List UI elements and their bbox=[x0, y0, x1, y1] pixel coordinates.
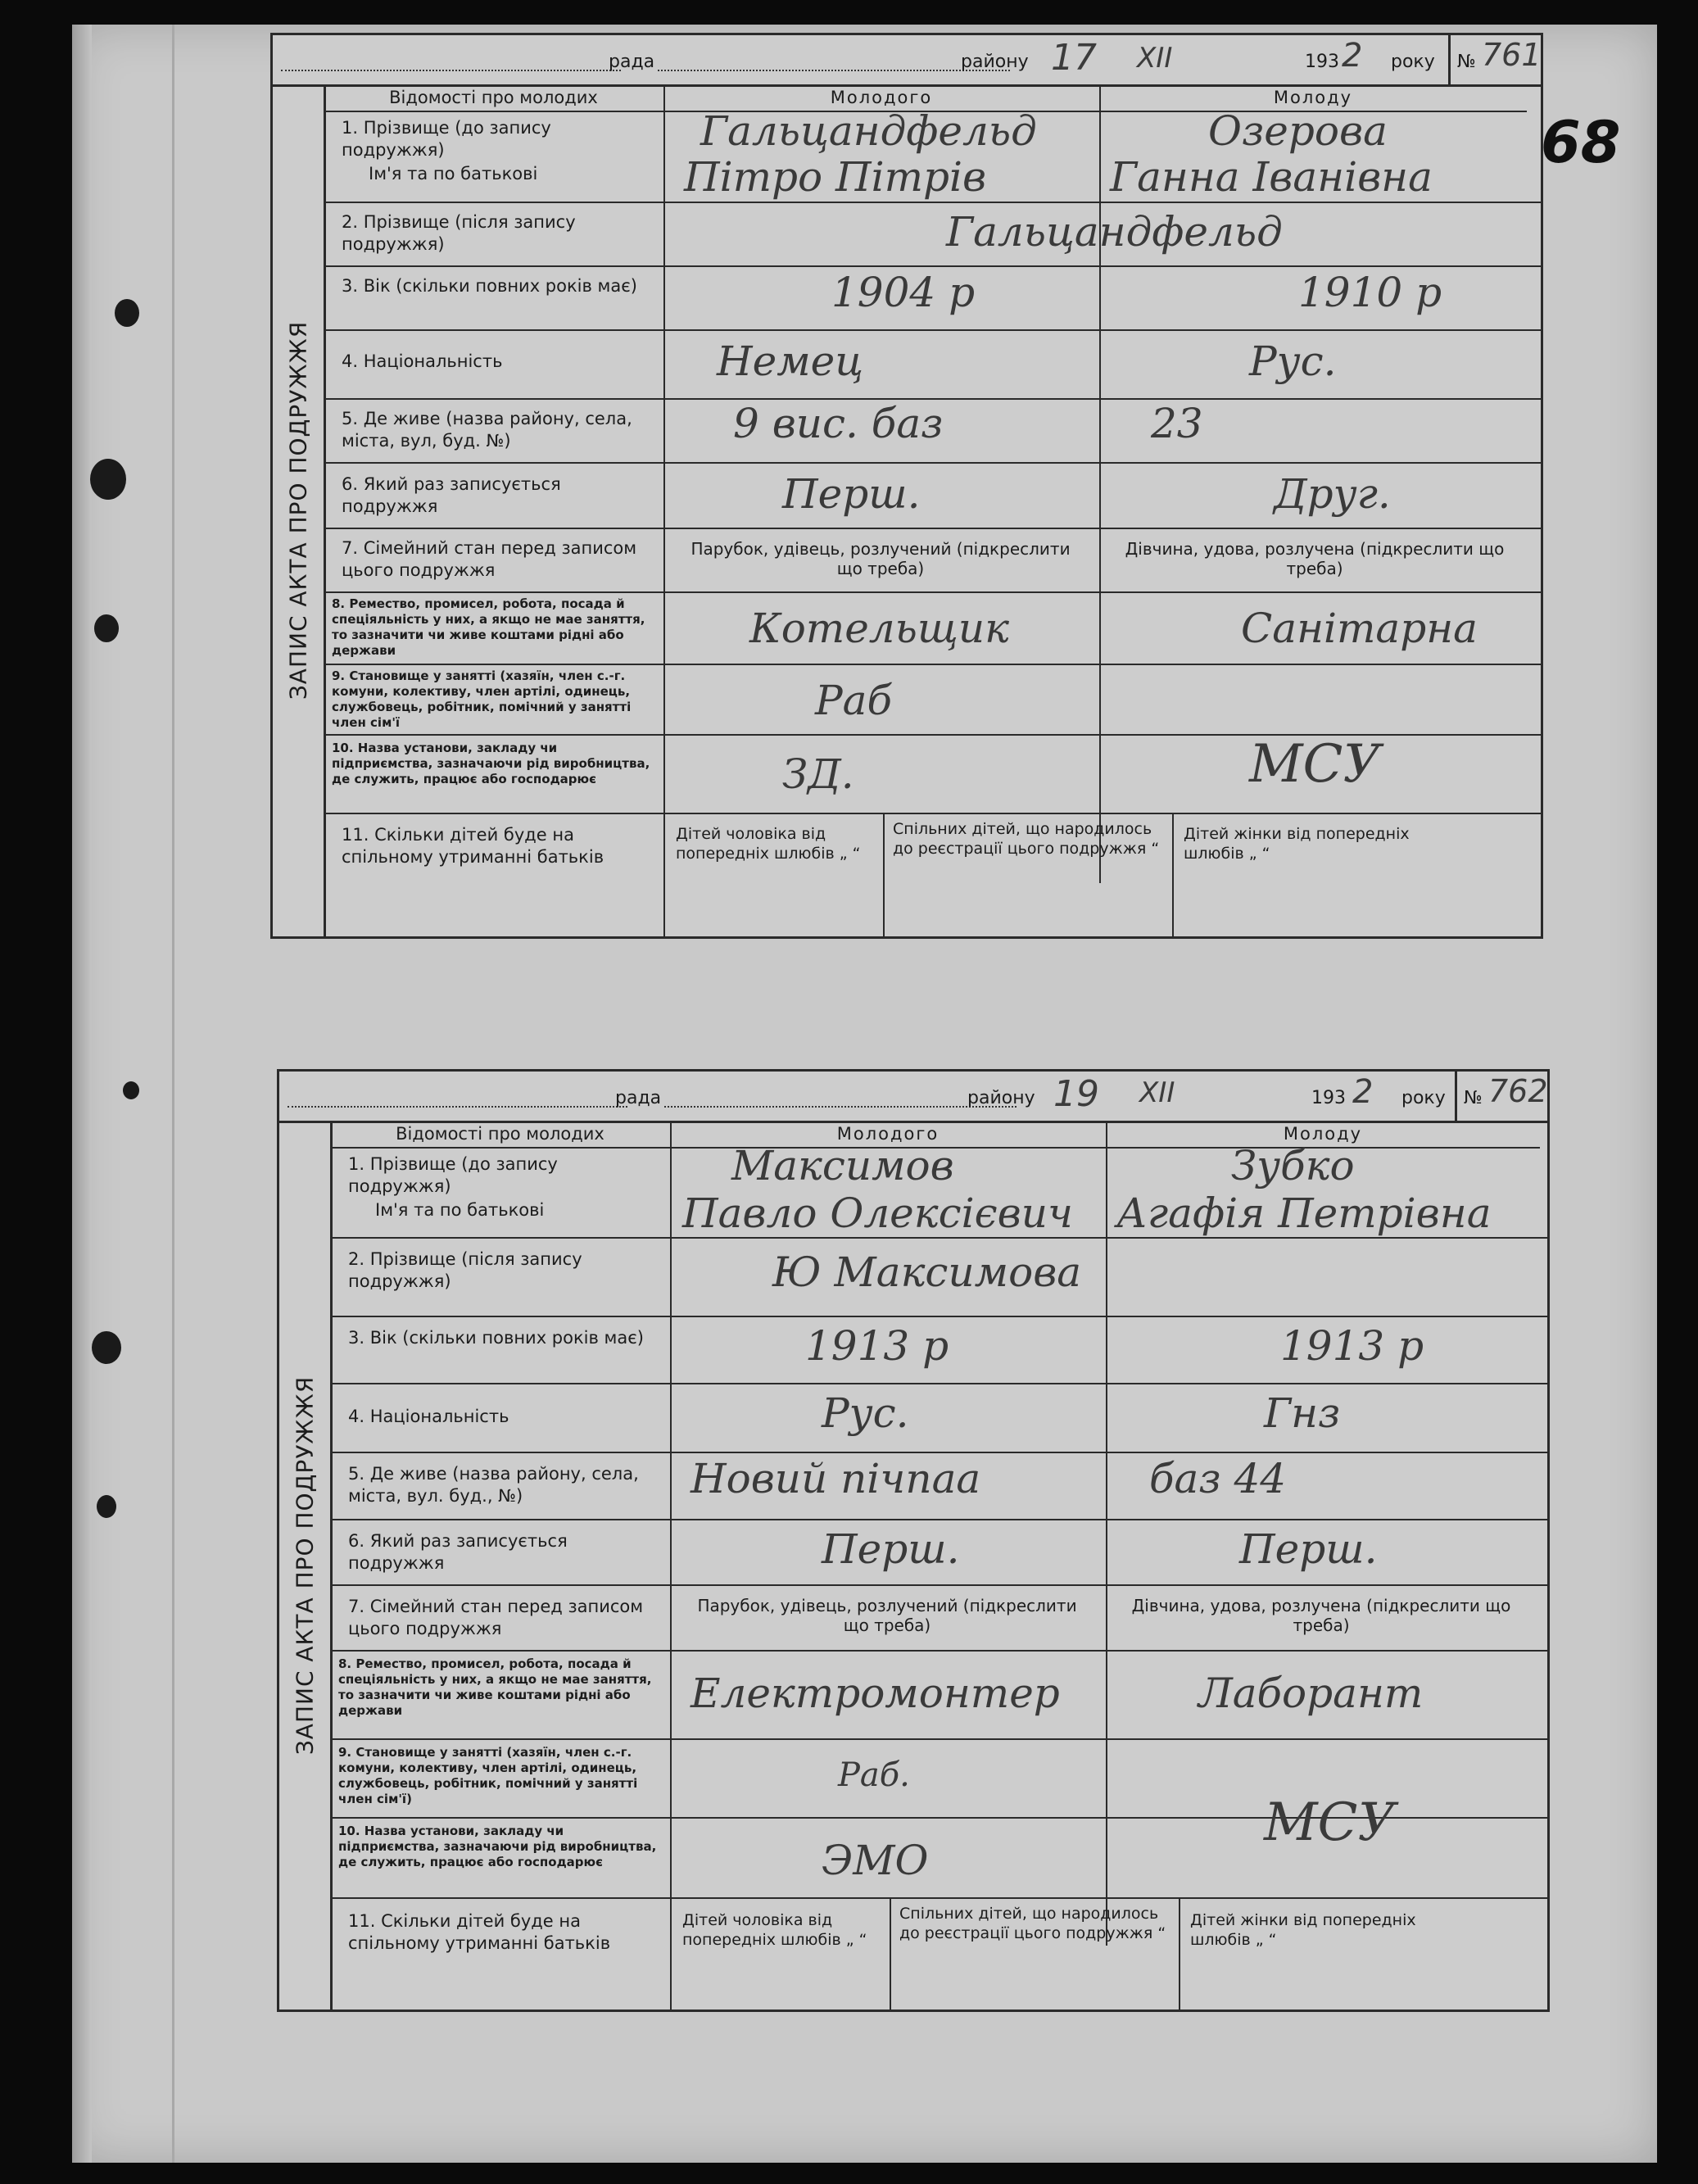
question-10: 10. Назва установи, закладу чи підприємства, зазначаючи рід виробництва, де служить, працює або господарює bbox=[338, 1824, 657, 1869]
groom-residence: Новий пічпаа bbox=[691, 1455, 981, 1502]
col-head-bride: Молоду bbox=[1099, 84, 1527, 112]
row-marital-status bbox=[330, 1584, 1547, 1652]
groom-times: Перш. bbox=[822, 1525, 960, 1573]
children-groom-prior: Дітей чоловіка від попередніх шлюбів „ “ bbox=[682, 1911, 867, 1949]
record-header bbox=[273, 35, 1541, 87]
side-title: ЗАПИС АКТА ПРО ПОДРУЖЖЯ bbox=[284, 320, 312, 700]
groom-position: Раб. bbox=[838, 1756, 910, 1794]
date-month: XII bbox=[1137, 42, 1173, 75]
bride-name: Агафія Петрівна bbox=[1116, 1189, 1492, 1237]
column-divider bbox=[890, 1897, 891, 2010]
year-prefix: 193 bbox=[1311, 1088, 1346, 1108]
punch-hole bbox=[92, 1331, 121, 1364]
question-6: 6. Який раз записується подружжя bbox=[348, 1531, 568, 1573]
side-title: ЗАПИС АКТА ПРО ПОДРУЖЖЯ bbox=[291, 1375, 319, 1755]
year-digit: 2 bbox=[1342, 37, 1363, 75]
record-number-box bbox=[1455, 1072, 1547, 1121]
bride-residence: баз 44 bbox=[1149, 1455, 1287, 1502]
question-11: 11. Скільки дітей буде на спільному утриманні батьків bbox=[348, 1911, 611, 1953]
punch-hole bbox=[90, 459, 126, 500]
question-2: 2. Прізвище (після запису подружжя) bbox=[342, 212, 576, 254]
column-divider bbox=[883, 813, 885, 936]
question-7: 7. Сімейний стан перед записом цього подружжя bbox=[342, 538, 637, 580]
question-8: 8. Ремество, промисел, робота, посада й спеціяльність у них, а якщо не мае заняття, то зазначити чи живе коштами рідні або держави bbox=[332, 596, 645, 658]
year-prefix: 193 bbox=[1305, 52, 1339, 72]
question-5: 5. Де живе (назва району, села, міста, вул, буд. №) bbox=[342, 409, 632, 451]
children-common: Спільних дітей, що народилось до реєстрації цього подружжя “ bbox=[893, 820, 1160, 858]
bride-status-options: Дівчина, удова, розлучена (підкреслити що треба) bbox=[1125, 539, 1505, 578]
record-number-box bbox=[1448, 35, 1541, 84]
bride-status-options: Дівчина, удова, розлучена (підкреслити що треба) bbox=[1131, 1596, 1511, 1635]
row-age bbox=[324, 265, 1541, 331]
question-1: 1. Прізвище (до запису подружжя) bbox=[348, 1154, 558, 1196]
row-institution bbox=[330, 1792, 1547, 1899]
number-label: № bbox=[1457, 52, 1476, 72]
groom-nationality: Немец bbox=[717, 338, 864, 385]
bride-nationality: Гнз bbox=[1264, 1389, 1341, 1437]
row-surname bbox=[324, 107, 1541, 203]
children-bride-prior: Дітей жінки від попередніх шлюбів „ “ bbox=[1184, 825, 1410, 863]
bride-times: Друг. bbox=[1274, 470, 1391, 518]
groom-nationality: Рус. bbox=[822, 1389, 909, 1437]
row-nationality bbox=[330, 1383, 1547, 1453]
bride-age: 1913 р bbox=[1280, 1322, 1424, 1370]
col-head-groom: Молодого bbox=[663, 84, 1099, 112]
row-surname bbox=[330, 1142, 1547, 1239]
marriage-record-1 bbox=[270, 33, 1621, 939]
row-occupation bbox=[330, 1650, 1547, 1740]
punch-hole bbox=[115, 299, 139, 327]
question-1b: Ім'я та по батькові bbox=[369, 164, 538, 184]
col-head-groom: Молодого bbox=[670, 1121, 1106, 1149]
bride-nationality: Рус. bbox=[1249, 338, 1337, 385]
question-4: 4. Національність bbox=[348, 1407, 509, 1426]
groom-name: Пітро Пітрів bbox=[684, 153, 987, 201]
bride-times: Перш. bbox=[1239, 1525, 1378, 1573]
groom-name: Павло Олексієвич bbox=[682, 1189, 1074, 1237]
bride-name: Ганна Іванівна bbox=[1110, 153, 1433, 201]
punch-hole bbox=[123, 1081, 139, 1099]
row-children bbox=[324, 813, 1541, 936]
row-age bbox=[330, 1316, 1547, 1384]
groom-status-options: Парубок, удівець, розлучений (підкреслити що треба) bbox=[697, 1596, 1077, 1635]
question-9: 9. Становище у занятті (хазяїн, член с.-г. комуни, колективу, член артілі, одинець, службовець, робітник, помічний у занятті член сім'ї bbox=[332, 668, 632, 730]
bride-occupation: Лаборант bbox=[1198, 1670, 1424, 1717]
corner-mark: 68 bbox=[1541, 109, 1621, 176]
row-occupation bbox=[324, 591, 1541, 665]
groom-position: Раб bbox=[815, 677, 892, 724]
row-residence bbox=[324, 398, 1541, 464]
children-groom-prior: Дітей чоловіка від попередніх шлюбів „ “ bbox=[676, 825, 861, 863]
rada-label: рада bbox=[615, 1088, 662, 1108]
question-3: 3. Вік (скільки повних років має) bbox=[348, 1328, 644, 1348]
groom-surname-after: Ю Максимова bbox=[772, 1248, 1082, 1296]
question-3: 3. Вік (скільки повних років має) bbox=[342, 276, 637, 296]
marriage-record-2 bbox=[277, 1069, 1550, 2012]
col-head-bride: Молоду bbox=[1106, 1121, 1540, 1149]
row-position bbox=[324, 664, 1541, 736]
col-head-fields: Відомості про молодих bbox=[330, 1121, 670, 1149]
year-label: року bbox=[1401, 1088, 1446, 1108]
groom-times: Перш. bbox=[782, 470, 921, 518]
row-surname-after bbox=[324, 202, 1541, 267]
question-10: 10. Назва установи, закладу чи підприємства, зазначаючи рід виробництва, де служить, працює або господарює bbox=[332, 741, 650, 786]
date-day: 17 bbox=[1051, 37, 1097, 79]
year-digit: 2 bbox=[1352, 1073, 1374, 1111]
groom-institution: ЗД. bbox=[782, 750, 854, 798]
groom-occupation: Електромонтер bbox=[691, 1670, 1060, 1717]
record-number: 762 bbox=[1488, 1073, 1548, 1109]
groom-occupation: Котельщик bbox=[749, 605, 1009, 652]
row-institution bbox=[324, 734, 1541, 814]
row-marital-status bbox=[324, 528, 1541, 593]
row-children bbox=[330, 1897, 1547, 2010]
bride-surname: Озерова bbox=[1208, 107, 1388, 155]
groom-age: 1913 р bbox=[805, 1322, 949, 1370]
column-divider bbox=[1179, 1897, 1180, 2010]
question-1b: Ім'я та по батькові bbox=[375, 1200, 545, 1220]
children-bride-prior: Дітей жінки від попередніх шлюбів „ “ bbox=[1190, 1911, 1416, 1949]
column-divider bbox=[1172, 813, 1174, 936]
year-label: року bbox=[1391, 52, 1435, 72]
bride-institution: МСУ bbox=[1264, 1792, 1396, 1853]
bride-occupation: Санітарна bbox=[1241, 605, 1478, 652]
rayon-label: району bbox=[961, 52, 1029, 72]
blank-line bbox=[664, 1106, 1017, 1108]
question-2: 2. Прізвище (після запису подружжя) bbox=[348, 1249, 582, 1291]
side-title-column bbox=[273, 84, 326, 936]
blank-line bbox=[658, 70, 1010, 71]
record-grid bbox=[324, 84, 1541, 936]
question-5: 5. Де живе (назва району, села, міста, вул. буд., №) bbox=[348, 1464, 639, 1506]
row-times bbox=[330, 1519, 1547, 1586]
blank-line bbox=[288, 1106, 627, 1108]
groom-institution: ЭМО bbox=[822, 1837, 929, 1884]
punch-hole bbox=[97, 1495, 116, 1518]
record-header bbox=[279, 1072, 1547, 1123]
question-9: 9. Становище у занятті (хазяїн, член с.-г. комуни, колективу, член артілі, одинець, службовець, робітник, помічний у занятті член сім'ї) bbox=[338, 1745, 638, 1806]
bride-age: 1910 р bbox=[1298, 269, 1442, 316]
date-month: XII bbox=[1139, 1076, 1175, 1109]
question-11: 11. Скільки дітей буде на спільному утриманні батьків bbox=[342, 825, 604, 867]
groom-surname: Гальцандфельд bbox=[700, 107, 1037, 155]
groom-status-options: Парубок, удівець, розлучений (підкреслити що треба) bbox=[691, 539, 1071, 578]
rada-label: рада bbox=[609, 52, 655, 72]
question-8: 8. Ремество, промисел, робота, посада й спеціяльність у них, а якщо не мае заняття, то зазначити чи живе коштами рідні або держави bbox=[338, 1656, 652, 1718]
date-day: 19 bbox=[1053, 1073, 1099, 1115]
number-label: № bbox=[1464, 1088, 1483, 1108]
side-title-column bbox=[279, 1121, 333, 2010]
groom-surname: Максимов bbox=[731, 1142, 954, 1189]
row-times bbox=[324, 462, 1541, 529]
groom-residence: 9 вис. баз bbox=[733, 400, 944, 447]
row-residence bbox=[330, 1452, 1547, 1520]
children-common: Спільних дітей, що народилось до реєстрації цього подружжя “ bbox=[899, 1905, 1166, 1942]
rayon-label: району bbox=[967, 1088, 1035, 1108]
col-head-fields: Відомості про молодих bbox=[324, 84, 663, 112]
bride-institution: МСУ bbox=[1249, 734, 1381, 795]
record-grid bbox=[330, 1121, 1547, 2010]
record-number: 761 bbox=[1482, 37, 1542, 73]
question-6: 6. Який раз записується подружжя bbox=[342, 474, 561, 516]
question-1: 1. Прізвище (до запису подружжя) bbox=[342, 118, 551, 160]
groom-surname-after: Гальцандфельд bbox=[946, 208, 1283, 256]
row-surname-after bbox=[330, 1237, 1547, 1317]
sheet-edge bbox=[72, 25, 92, 2163]
groom-age: 1904 р bbox=[831, 269, 976, 316]
question-4: 4. Національність bbox=[342, 351, 503, 371]
bride-surname: Зубко bbox=[1231, 1142, 1355, 1189]
bride-residence: 23 bbox=[1151, 400, 1203, 447]
punch-hole bbox=[94, 614, 119, 642]
fold-line bbox=[172, 25, 174, 2163]
blank-line bbox=[281, 70, 621, 71]
row-nationality bbox=[324, 329, 1541, 400]
question-7: 7. Сімейний стан перед записом цього подружжя bbox=[348, 1597, 644, 1638]
